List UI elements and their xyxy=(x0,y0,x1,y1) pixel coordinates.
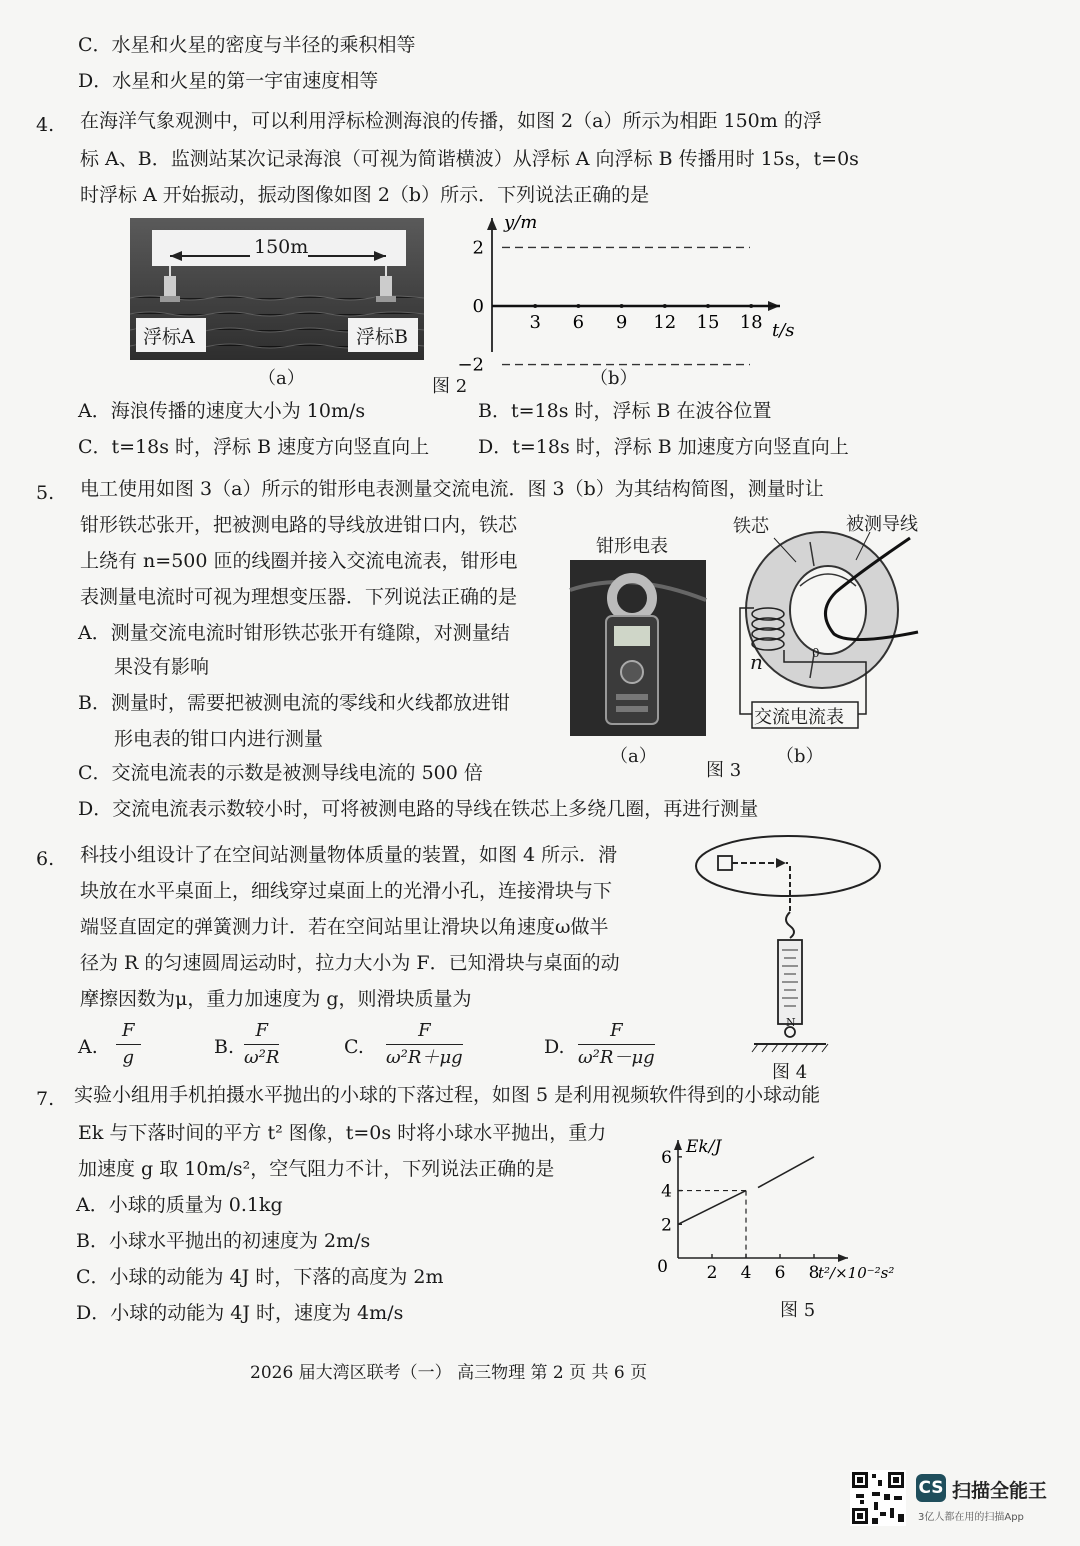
q4-number: 4. xyxy=(36,114,55,136)
buoy-a-label: 浮标A xyxy=(143,326,195,348)
q5-number: 5. xyxy=(36,482,55,504)
q4-stem-line2: 标 A、B．监测站某次记录海浪（可视为简谐横波）从浮标 A 向浮标 B 传播用时 15s，t=0s xyxy=(80,148,859,170)
q5-option-a-line2: 果没有影响 xyxy=(114,656,210,678)
camscanner-logo-icon: CS xyxy=(916,1474,946,1502)
q6-option-c-label: C. xyxy=(344,1036,364,1058)
figure-5-ek-t2-chart xyxy=(650,1130,910,1290)
ammeter-label: 交流电流表 xyxy=(754,707,844,728)
q5-stem-line2: 钳形铁芯张开，把被测电路的导线放进钳口内，铁芯 xyxy=(80,514,518,536)
figure-4-label: 图 4 xyxy=(772,1062,808,1083)
q4-option-c: C．t=18s 时，浮标 B 速度方向竖直向上 xyxy=(78,436,430,458)
qr-code-icon xyxy=(850,1470,906,1526)
q6-number: 6. xyxy=(36,848,55,870)
figure-5-label: 图 5 xyxy=(780,1300,816,1321)
q6-option-b-label: B. xyxy=(214,1036,235,1058)
figure-3a-clamp-meter-photo xyxy=(570,560,706,736)
x-tick-label: 8 xyxy=(808,1263,820,1283)
q6-stem-line1: 科技小组设计了在空间站测量物体质量的装置，如图 4 所示．滑 xyxy=(80,844,618,866)
series-line-segment-1 xyxy=(678,1191,746,1225)
q5-option-b-line1: B．测量时，需要把被测电流的零线和火线都放进钳 xyxy=(78,692,510,714)
q7-stem-line1: 实验小组用手机拍摄水平抛出的小球的下落过程，如图 5 是利用视频软件得到的小球动能 xyxy=(74,1084,821,1106)
x-tick-label: 6 xyxy=(572,312,585,333)
scanner-app-name: 扫描全能王 xyxy=(952,1480,1048,1502)
iron-core-label: 铁芯 xyxy=(733,516,769,537)
clamp-meter-label: 钳形电表 xyxy=(596,536,668,557)
q6-option-c-fraction xyxy=(386,1020,463,1069)
figure-2b-vibration-chart xyxy=(450,210,810,376)
origin-label: 0 xyxy=(657,1257,668,1277)
q6-option-a-label: A. xyxy=(78,1036,98,1058)
q6-option-a-denominator: g xyxy=(122,1047,135,1068)
q3-option-c: C．水星和火星的密度与半径的乘积相等 xyxy=(78,34,416,56)
x-tick-label: 12 xyxy=(653,312,677,333)
y-tick-label: 4 xyxy=(661,1181,672,1202)
y-tick-label: 0 xyxy=(472,296,484,317)
q4-option-b: B．t=18s 时，浮标 B 在波谷位置 xyxy=(478,400,772,422)
q7-stem-line3: 加速度 g 取 10m/s²，空气阻力不计，下列说法正确的是 xyxy=(78,1158,555,1180)
y-tick-label: 2 xyxy=(661,1215,672,1236)
photo-distance-label: 150m xyxy=(254,236,309,258)
q7-option-b: B．小球水平抛出的初速度为 2m/s xyxy=(76,1230,371,1252)
x-tick-label: 6 xyxy=(774,1263,786,1283)
x-tick-label: 15 xyxy=(696,312,720,333)
figure-3b-structure-diagram xyxy=(730,522,930,732)
figure-2b-caption: （b） xyxy=(590,368,638,389)
figure-2a-caption: （a） xyxy=(258,368,305,389)
q5-stem-line4: 表测量电流时可视为理想变压器．下列说法正确的是 xyxy=(80,586,518,608)
q5-option-b-line2: 形电表的钳口内进行测量 xyxy=(114,728,324,750)
q6-option-c-numerator: F xyxy=(386,1020,463,1045)
q3-option-d: D．水星和火星的第一宇宙速度相等 xyxy=(78,70,379,92)
y-axis-label: y/m xyxy=(504,212,538,233)
q6-option-d-denominator: ω²R－μg xyxy=(578,1047,655,1068)
spring-scale-unit: N xyxy=(786,1016,796,1029)
y-axis-arrow xyxy=(487,218,497,230)
core-zero-label: 0 xyxy=(812,646,820,660)
q6-option-d-numerator: F xyxy=(578,1020,655,1045)
x-tick-label: 4 xyxy=(740,1263,752,1283)
q5-option-d: D．交流电流表示数较小时，可将被测电路的导线在铁芯上多绕几圈，再进行测量 xyxy=(78,798,759,820)
y-tick-label: 2 xyxy=(472,237,484,259)
y-tick-label: −2 xyxy=(457,354,484,376)
q6-stem-line3: 端竖直固定的弹簧测力计．若在空间站里让滑块以角速度ω做半 xyxy=(80,916,609,938)
q6-stem-line2: 块放在水平桌面上，细线穿过桌面上的光滑小孔，连接滑块与下 xyxy=(80,880,613,902)
figure-3a-caption: （a） xyxy=(610,746,657,767)
q6-option-d-fraction xyxy=(578,1020,655,1069)
q7-option-d: D．小球的动能为 4J 时，速度为 4m/s xyxy=(76,1302,404,1324)
q7-option-c: C．小球的动能为 4J 时，下落的高度为 2m xyxy=(76,1266,444,1288)
q6-option-a-numerator: F xyxy=(116,1020,141,1045)
figure-2-label: 图 2 xyxy=(432,376,468,397)
q6-option-c-denominator: ω²R＋μg xyxy=(386,1047,463,1068)
coil-turns-label: n xyxy=(750,650,763,674)
q7-number: 7. xyxy=(36,1088,55,1110)
q6-option-a-fraction xyxy=(116,1020,141,1069)
measured-wire-label: 被测导线 xyxy=(846,514,918,535)
q5-stem-line3: 上绕有 n=500 匝的线圈并接入交流电流表，钳形电 xyxy=(80,550,518,572)
scanner-tagline: 3亿人都在用的扫描App xyxy=(918,1512,1024,1523)
buoy-b-label: 浮标B xyxy=(356,326,408,348)
q6-option-b-denominator: ω²R xyxy=(244,1047,280,1068)
figure-3-label: 图 3 xyxy=(706,760,742,781)
q6-option-d-label: D. xyxy=(544,1036,565,1058)
x-tick-label: 18 xyxy=(739,312,763,333)
x-tick-label: 9 xyxy=(615,312,628,333)
q4-option-a: A．海浪传播的速度大小为 10m/s xyxy=(78,400,366,422)
figure-3b-caption: （b） xyxy=(776,746,824,767)
q5-option-c: C．交流电流表的示数是被测导线电流的 500 倍 xyxy=(78,762,483,784)
page-footer: 2026 届大湾区联考（一） 高三物理 第 2 页 共 6 页 xyxy=(250,1363,648,1383)
series-line-segment-2 xyxy=(758,1157,814,1188)
x-axis-arrow xyxy=(838,1254,848,1262)
q4-stem-line1: 在海洋气象观测中，可以利用浮标检测海浪的传播，如图 2（a）所示为相距 150m 的浮 xyxy=(80,110,822,132)
q4-stem-line3: 时浮标 A 开始振动，振动图像如图 2（b）所示．下列说法正确的是 xyxy=(80,184,650,206)
y-axis-label: Ek/J xyxy=(686,1137,722,1157)
q7-option-a: A．小球的质量为 0.1kg xyxy=(76,1194,283,1216)
q7-stem-line2: Ek 与下落时间的平方 t² 图像，t=0s 时将小球水平抛出，重力 xyxy=(78,1122,607,1144)
q6-stem-line4: 径为 R 的匀速圆周运动时，拉力大小为 F．已知滑块与桌面的动 xyxy=(80,952,620,974)
q5-stem-line1: 电工使用如图 3（a）所示的钳形电表测量交流电流．图 3（b）为其结构简图，测量时让 xyxy=(80,478,824,500)
y-axis-arrow xyxy=(674,1140,682,1150)
q4-option-d: D．t=18s 时，浮标 B 加速度方向竖直向上 xyxy=(478,436,849,458)
x-tick-label: 2 xyxy=(706,1263,718,1283)
x-tick-label: 3 xyxy=(529,312,541,333)
x-axis-label: t/s xyxy=(772,320,795,341)
q6-option-b-numerator: F xyxy=(244,1020,279,1045)
q5-option-a-line1: A．测量交流电流时钳形铁芯张开有缝隙，对测量结 xyxy=(78,622,510,644)
x-axis-label: t²/×10⁻²s² xyxy=(818,1264,895,1282)
q6-option-b-fraction xyxy=(244,1020,279,1069)
y-tick-label: 6 xyxy=(661,1147,672,1168)
q6-stem-line5: 摩擦因数为μ，重力加速度为 g，则滑块质量为 xyxy=(80,988,472,1010)
